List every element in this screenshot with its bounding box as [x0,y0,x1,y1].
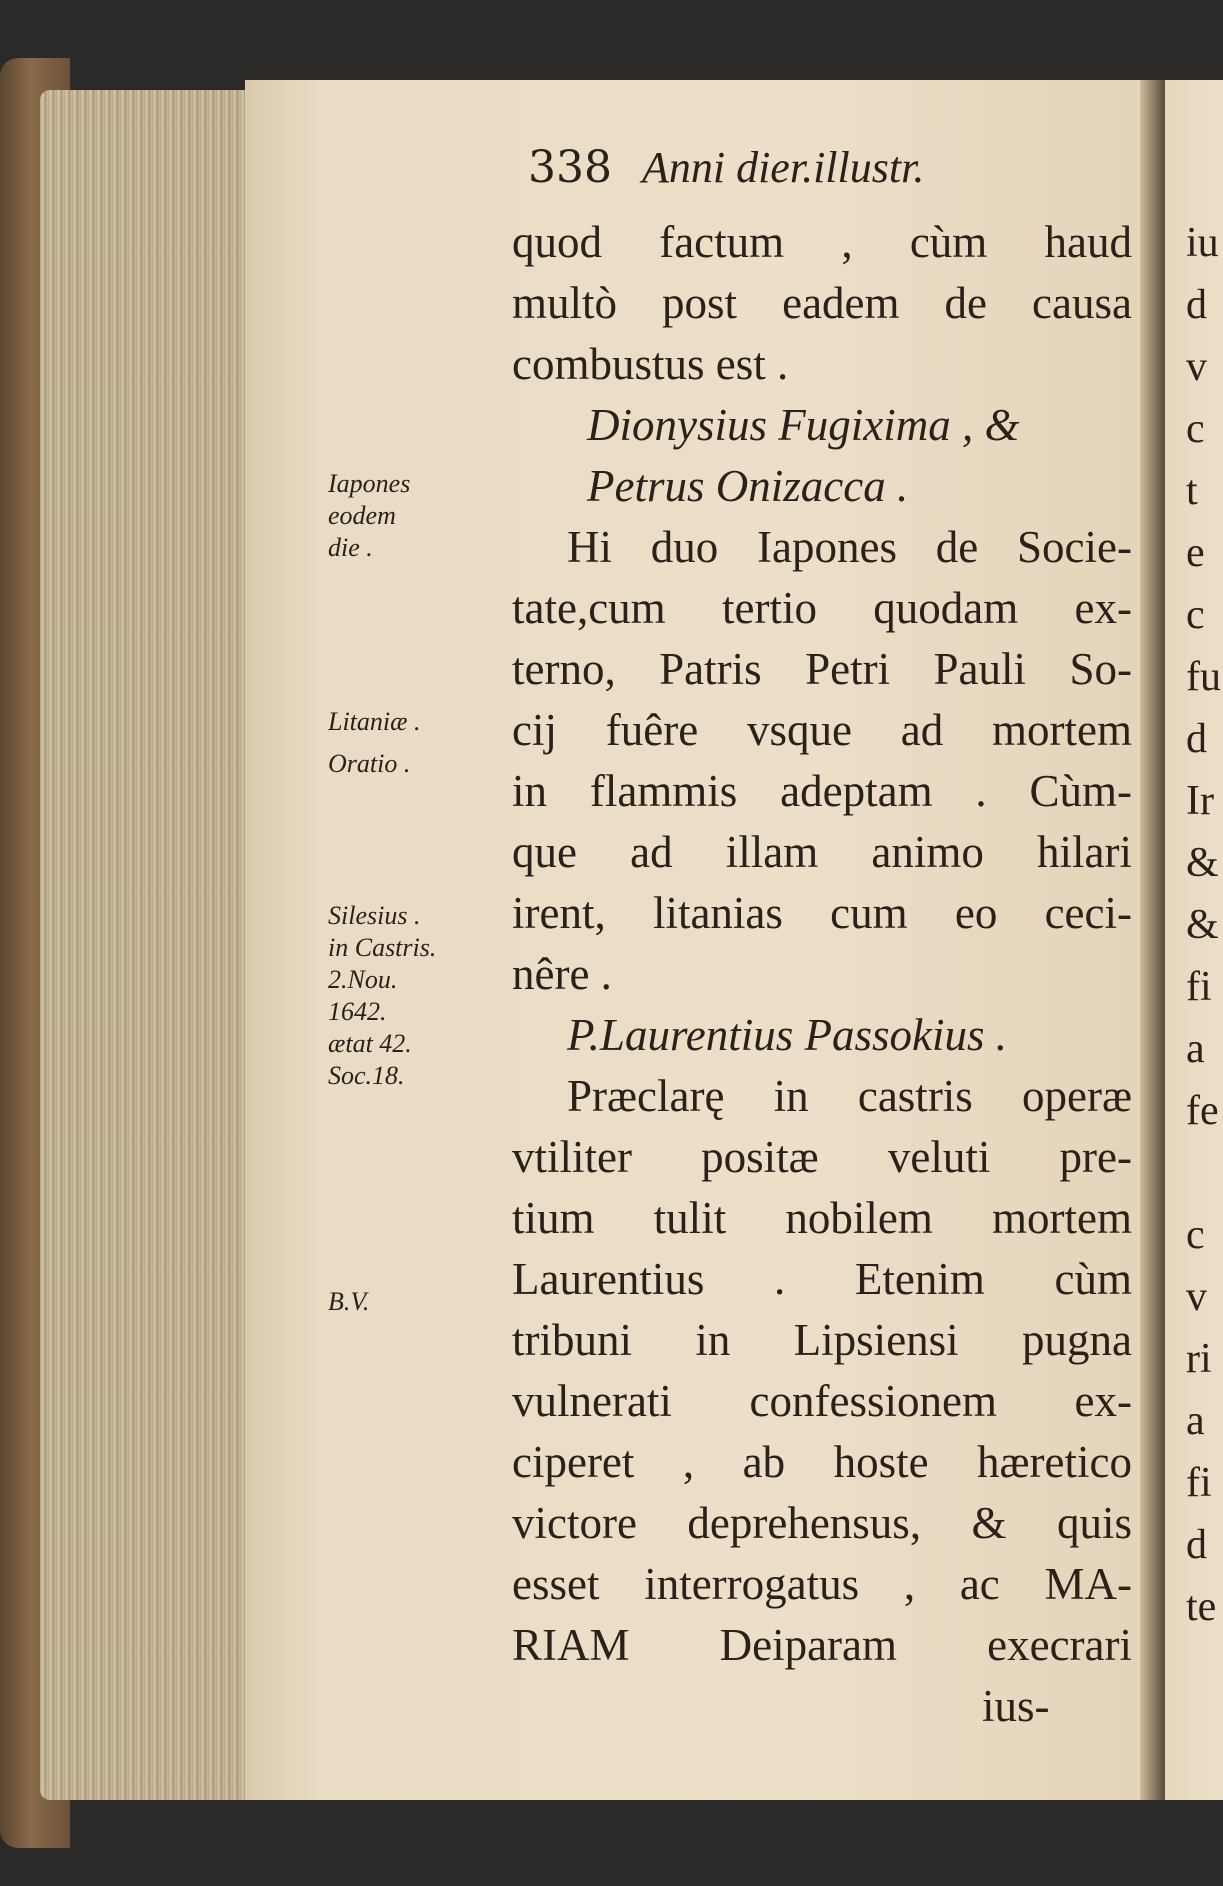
right-page-fragment: fi [1186,964,1212,1010]
margin-note-line: in Castris. [328,933,437,962]
margin-note-line: B.V. [328,1287,370,1316]
right-page-fragment: fi [1186,1460,1212,1506]
body-line: ius- [982,1681,1050,1731]
margin-note-line: eodem [328,501,396,530]
body-line: RIAM Deiparam execrari [512,1620,1132,1670]
running-title: Anni dier.illustr. [641,143,925,192]
body-line: ciperet , ab hoste hæretico [512,1437,1132,1487]
body-line: cij fuêre vsque ad mortem [512,705,1132,755]
page-number: 338 [528,142,612,193]
right-page-fragment: c [1186,1212,1205,1258]
right-page-fragment: fe [1186,1088,1219,1134]
margin-note-line: 2.Nou. [328,965,398,994]
body-line: Laurentius . Etenim cùm [512,1254,1132,1304]
body-line: tate,cum tertio quodam ex- [512,583,1132,633]
body-line: tium tulit nobilem mortem [512,1193,1132,1243]
body-line: victore deprehensus, & quis [512,1498,1132,1548]
body-line: tribuni in Lipsiensi pugna [512,1315,1132,1365]
right-page-fragment: & [1186,840,1219,886]
margin-note [328,468,410,564]
margin-note [328,1286,369,1318]
margin-note-line: Iapones [328,469,411,498]
right-page-fragment: e [1186,530,1205,576]
right-page-fragment: Ir [1186,778,1214,824]
page-edges [40,90,270,1800]
margin-note-line: die . [328,533,373,562]
body-line: Petrus Onizacca . [587,461,909,511]
right-page-fragment: ri [1186,1336,1212,1382]
margin-note-line: 1642. [328,997,387,1026]
right-page-fragment: d [1186,1522,1207,1568]
right-page-fragment [1186,1142,1223,1204]
body-line: Hi duo Iapones de Socie- [567,522,1132,572]
body-line: multò post eadem de causa [512,278,1132,328]
margin-note-line: Silesius . [328,901,421,930]
margin-note-line: Soc.18. [328,1061,405,1090]
body-line: terno, Patris Petri Pauli So- [512,644,1132,694]
margin-note [328,706,420,738]
page-header [528,142,924,193]
right-page-fragment: d [1186,282,1207,328]
right-page-fragment: fu [1186,654,1221,700]
right-page-fragment: d [1186,716,1207,762]
right-page-fragment: v [1186,344,1207,390]
right-page-fragment: te [1186,1584,1217,1630]
body-line: irent, litanias cum eo ceci- [512,888,1132,938]
margin-note-line: Litaniæ . [328,707,421,736]
body-line: esset interrogatus , ac MA- [512,1559,1132,1609]
margin-note-line: ætat 42. [328,1029,412,1058]
right-page-fragment: & [1186,902,1219,948]
right-page-fragment: a [1186,1026,1205,1072]
body-line: P.Laurentius Passokius . [567,1010,1008,1060]
body-line: Præclarę in castris operæ [567,1071,1132,1121]
body-line: nêre . [512,949,612,999]
right-page-fragment: v [1186,1274,1207,1320]
right-page-fragment: iu [1186,220,1219,266]
right-page-fragment: c [1186,406,1205,452]
body-line: combustus est . [512,339,789,389]
margin-note-line: Oratio . [328,749,411,778]
right-page-fragment: a [1186,1398,1205,1444]
body-line: vtiliter positæ veluti pre- [512,1132,1132,1182]
margin-note [328,900,436,1092]
body-line: que ad illam animo hilari [512,827,1132,877]
right-page-fragment: c [1186,592,1205,638]
margin-note [328,748,410,780]
right-page-text-fragments [1186,212,1223,1638]
right-page-fragment: t [1186,468,1198,514]
body-line: in flammis adeptam . Cùm- [512,766,1132,816]
body-line: Dionysius Fugixima , & [587,400,1020,450]
body-line: quod factum , cùm haud [512,217,1132,267]
body-line: vulnerati confessionem ex- [512,1376,1132,1426]
